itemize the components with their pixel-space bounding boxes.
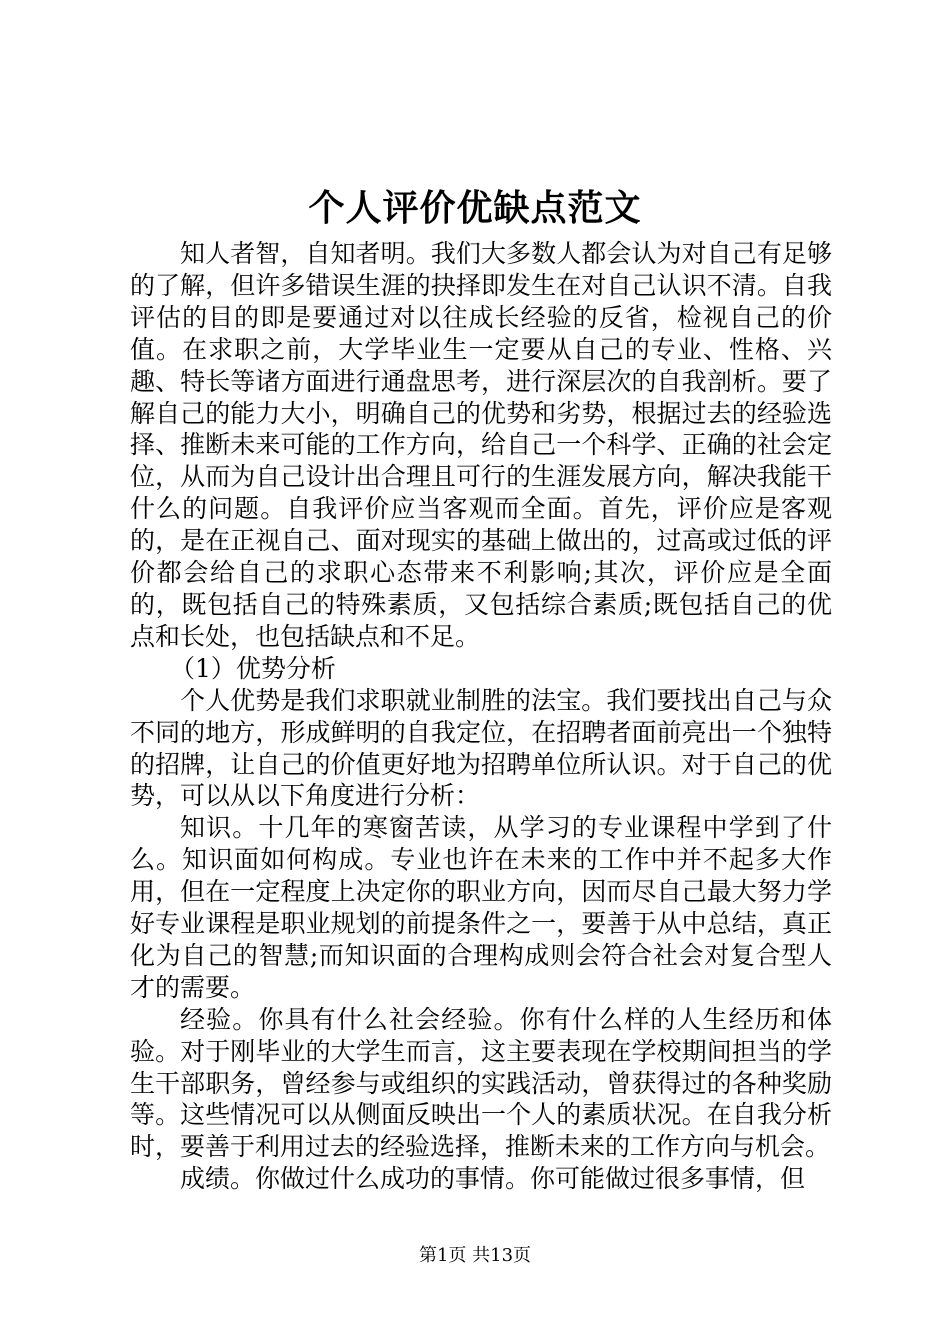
paragraph-experience: 经验。你具有什么社会经验。你有什么样的人生经历和体验。对于刚毕业的大学生而言，这主要表现在学校期间担当的学生干部职务，曾经参与或组织的实践活动，曾获得过的各种奖励等。这些情况可以从侧面反映出一个人的素质状况。在自我分析时，要善于利用过去的经验选择，推断未来的工作方向与机会。 [130,1004,832,1162]
page-number-footer: 第1页 共13页 [418,1245,532,1266]
section-heading-advantages: （1）优势分析 [170,653,336,683]
paragraph-advantages: 个人优势是我们求职就业制胜的法宝。我们要找出自己与众不同的地方，形成鲜明的自我定位，在招聘者面前亮出一个独特的招牌，让自己的价值更好地为招聘单位所认识。对于自己的优势，可以从以下角度进行分析： [130,685,832,811]
paragraph-achievements: 成绩。你做过什么成功的事情。你可能做过很多事情，但 [180,1164,806,1194]
document-title: 个人评价优缺点范文 [308,187,642,229]
document-body [130,238,832,1195]
paragraph-intro: 知人者智，自知者明。我们大多数人都会认为对自己有足够的了解，但许多错误生涯的抉择即发生在对自己认识不清。自我评估的目的即是要通过对以往成长经验的反省，检视自己的价值。在求职之前，大学毕业生一定要从自己的专业、性格、兴趣、特长等诸方面进行通盘思考，进行深层次的自我剖析。要了解自己的能力大小，明确自己的优势和劣势，根据过去的经验选择、推断未来可能的工作方向，给自己一个科学、正确的社会定位，从而为自己设计出合理且可行的生涯发展方向，解决我能干什么的问题。自我评价应当客观而全面。首先，评价应是客观的，是在正视自己、面对现实的基础上做出的，过高或过低的评价都会给自己的求职心态带来不利影响;其次，评价应是全面的，既包括自己的特殊素质，又包括综合素质;既包括自己的优点和长处，也包括缺点和不足。 [130,239,832,651]
paragraph-knowledge: 知识。十几年的寒窗苦读，从学习的专业课程中学到了什么。知识面如何构成。专业也许在未来的工作中并不起多大作用，但在一定程度上决定你的职业方向，因而尽自己最大努力学好专业课程是职业规划的前提条件之一，要善于从中总结，真正化为自己的智慧;而知识面的合理构成则会符合社会对复合型人才的需要。 [130,813,832,1002]
